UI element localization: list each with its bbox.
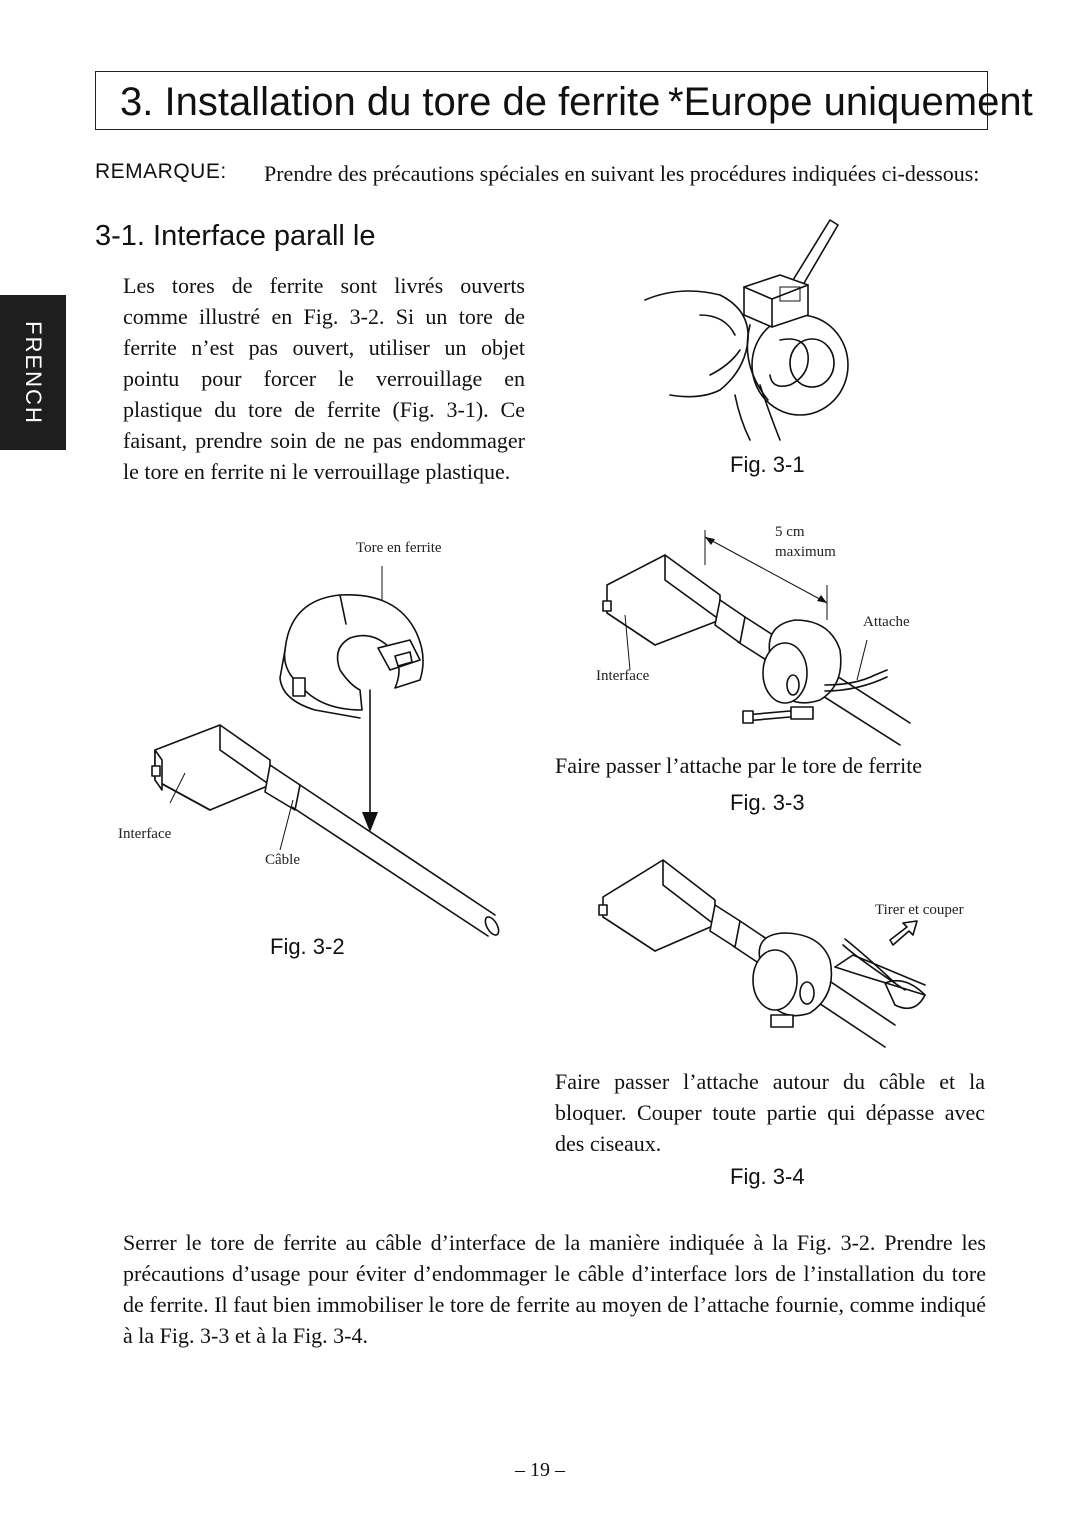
fig-3-3-caption: Faire passer l’attache par le tore de ferrite xyxy=(555,753,923,778)
fig-3-2-illustration xyxy=(110,560,510,940)
fig-3-3-illustration xyxy=(595,525,935,745)
fig-3-2-interface-callout: Interface xyxy=(118,826,172,842)
fig-3-3-tie-callout: Attache xyxy=(863,614,910,630)
remark-label: REMARQUE: xyxy=(95,160,227,183)
fig-3-4-cut-callout: Tirer et couper xyxy=(875,902,964,918)
fig-3-2-core-callout: Tore en ferrite xyxy=(356,540,442,556)
page-title: 3. Installation du tore de ferrite xyxy=(120,80,661,124)
fig-3-3-label: Fig. 3-3 xyxy=(730,790,805,815)
fig-3-3-dimension-value: 5 cm xyxy=(775,524,805,540)
fig-3-3-interface-callout: Interface xyxy=(596,668,650,684)
fig-3-2-cable-callout: Câble xyxy=(265,852,300,868)
body-paragraph: Serrer le tore de ferrite au câble d’interface de la manière indiquée à la Fig. 3-2. Prendre les précautions d’usage pour éviter d’endommager le câble d’interface lors de l’installation du tore de ferrite. Il faut bien immobiliser le tore de ferrite au moyen de l’attache fournie, comme indiqué à la Fig. 3-3 et à la Fig. 3-4. xyxy=(123,1230,986,1348)
page-subtitle: *Europe uniquement xyxy=(668,80,1033,124)
language-tab-label: FRENCH xyxy=(21,320,46,425)
remark-text: Prendre des précautions spéciales en suivant les procédures indiquées ci-dessous: xyxy=(264,161,980,186)
fig-3-4-illustration xyxy=(595,855,935,1050)
fig-3-4-caption: Faire passer l’attache autour du câble et la bloquer. Couper toute partie qui dépasse avec des ciseaux. xyxy=(555,1069,985,1156)
fig-3-3-dimension-note: maximum xyxy=(775,544,836,560)
page-number: – 19 – xyxy=(515,1459,565,1481)
intro-paragraph: Les tores de ferrite sont livrés ouverts comme illustré en Fig. 3-2. Si un tore de ferrite n’est pas ouvert, utiliser un objet pointu pour forcer le verrouillage en plastique du tore de ferrite (Fig. 3-1). Ce faisant, prendre soin de ne pas endommager le tore en ferrite ni le verrouillage plastique. xyxy=(123,273,525,484)
language-tab xyxy=(0,295,66,450)
fig-3-4-label: Fig. 3-4 xyxy=(730,1164,805,1189)
fig-3-1-illustration xyxy=(640,215,860,455)
fig-3-2-label: Fig. 3-2 xyxy=(270,934,345,959)
section-title: 3-1. Interface parall le xyxy=(95,220,376,252)
fig-3-1-label: Fig. 3-1 xyxy=(730,452,805,477)
